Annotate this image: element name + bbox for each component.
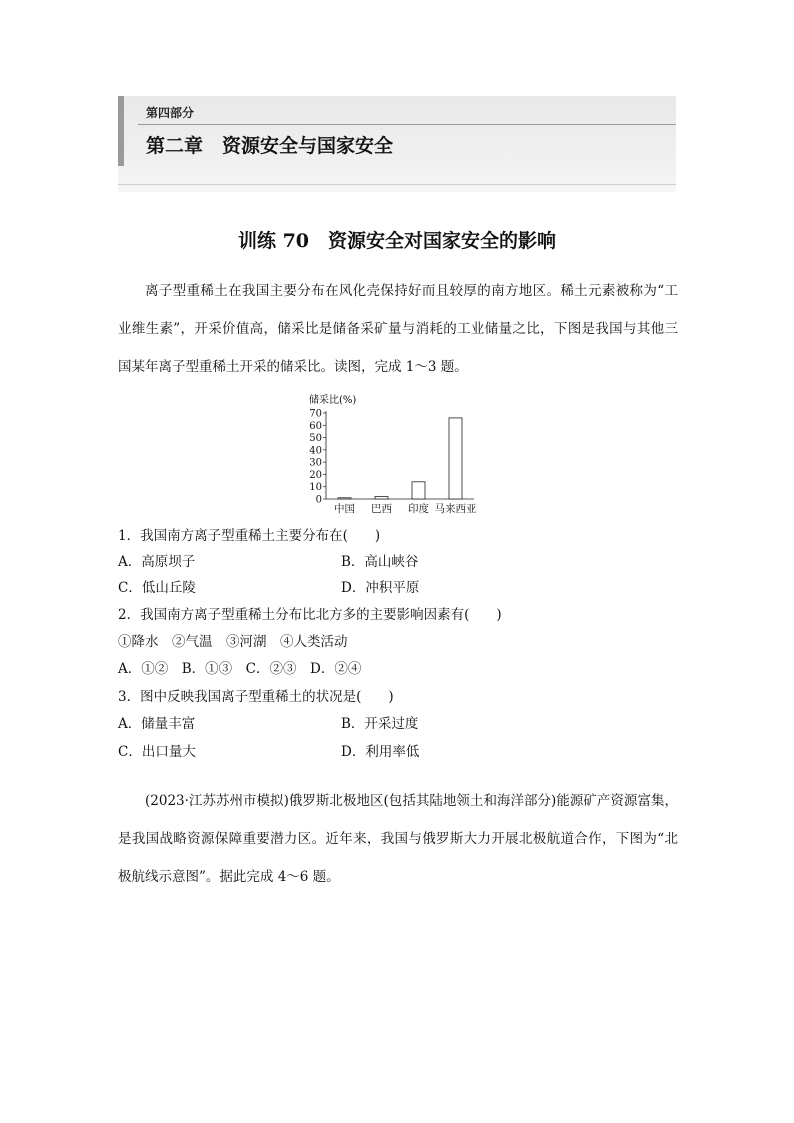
x-tick-label: 印度 xyxy=(408,503,429,515)
question-2-stem: 2．我国南方离子型重稀土分布比北方多的主要影响因素有( ) xyxy=(118,607,502,623)
header-divider xyxy=(138,124,676,125)
y-tick-label: 30 xyxy=(309,457,322,469)
bar-chart xyxy=(300,390,500,520)
q1-option-a: A．高原坝子 xyxy=(118,554,196,570)
y-tick-label: 60 xyxy=(309,420,322,432)
question-3-stem: 3．图中反映我国离子型重稀土的状况是( ) xyxy=(118,689,394,705)
q2-items: ①降水 ②气温 ③河湖 ④人类活动 xyxy=(118,634,348,650)
x-tick-label: 中国 xyxy=(334,503,355,515)
y-tick-label: 70 xyxy=(309,408,322,420)
y-tick-label: 10 xyxy=(309,482,322,494)
q1-option-d: D．冲积平原 xyxy=(341,580,420,596)
y-tick-label: 0 xyxy=(315,494,322,506)
header-bottom-line xyxy=(118,184,676,185)
x-tick-label: 巴西 xyxy=(371,503,392,515)
second-paragraph: (2023·江苏苏州市模拟)俄罗斯北极地区(包括其陆地领土和海洋部分)能源矿产资源富集，是我国战略资源保障重要潜力区。近年来，我国与俄罗斯大力开展北极航道合作，下图为“北极航线示意图”。据此完成 4～6 题。 xyxy=(118,793,678,885)
y-axis-label: 储采比(%) xyxy=(309,395,357,406)
q3-option-b: B．开采过度 xyxy=(341,716,419,732)
y-tick-label: 50 xyxy=(309,433,322,445)
bar-3 xyxy=(412,482,425,499)
lesson-title: 训练 70 资源安全对国家安全的影响 xyxy=(237,230,557,252)
q2-options: A．①② B．①③ C．②③ D．②④ xyxy=(118,661,362,677)
y-tick-label: 40 xyxy=(309,445,322,457)
intro-paragraph: 离子型重稀土在我国主要分布在风化壳保持好而且较厚的南方地区。稀土元素被称为“工业维生素”，开采价值高，储采比是储备采矿量与消耗的工业储量之比，下图是我国与其他三国某年离子型重稀土开采的储采比。读图，完成 1～3 题。 xyxy=(118,283,678,375)
chart-svg xyxy=(300,390,500,520)
q1-option-b: B．高山峡谷 xyxy=(341,554,419,570)
bar-4 xyxy=(449,418,462,499)
section-label: 第四部分 xyxy=(146,106,195,120)
q3-option-a: A．储量丰富 xyxy=(118,716,196,732)
bar-2 xyxy=(375,497,388,499)
bar-1 xyxy=(338,498,351,499)
x-tick-label: 马来西亚 xyxy=(434,503,477,515)
header-accent-bar xyxy=(118,96,124,166)
y-tick-label: 20 xyxy=(309,469,322,481)
q3-option-c: C．出口量大 xyxy=(118,744,196,760)
chapter-title: 第二章 资源安全与国家安全 xyxy=(146,135,394,157)
question-1-stem: 1．我国南方离子型重稀土主要分布在( ) xyxy=(118,528,381,544)
q1-option-c: C．低山丘陵 xyxy=(118,580,196,596)
q3-option-d: D．利用率低 xyxy=(341,744,420,760)
